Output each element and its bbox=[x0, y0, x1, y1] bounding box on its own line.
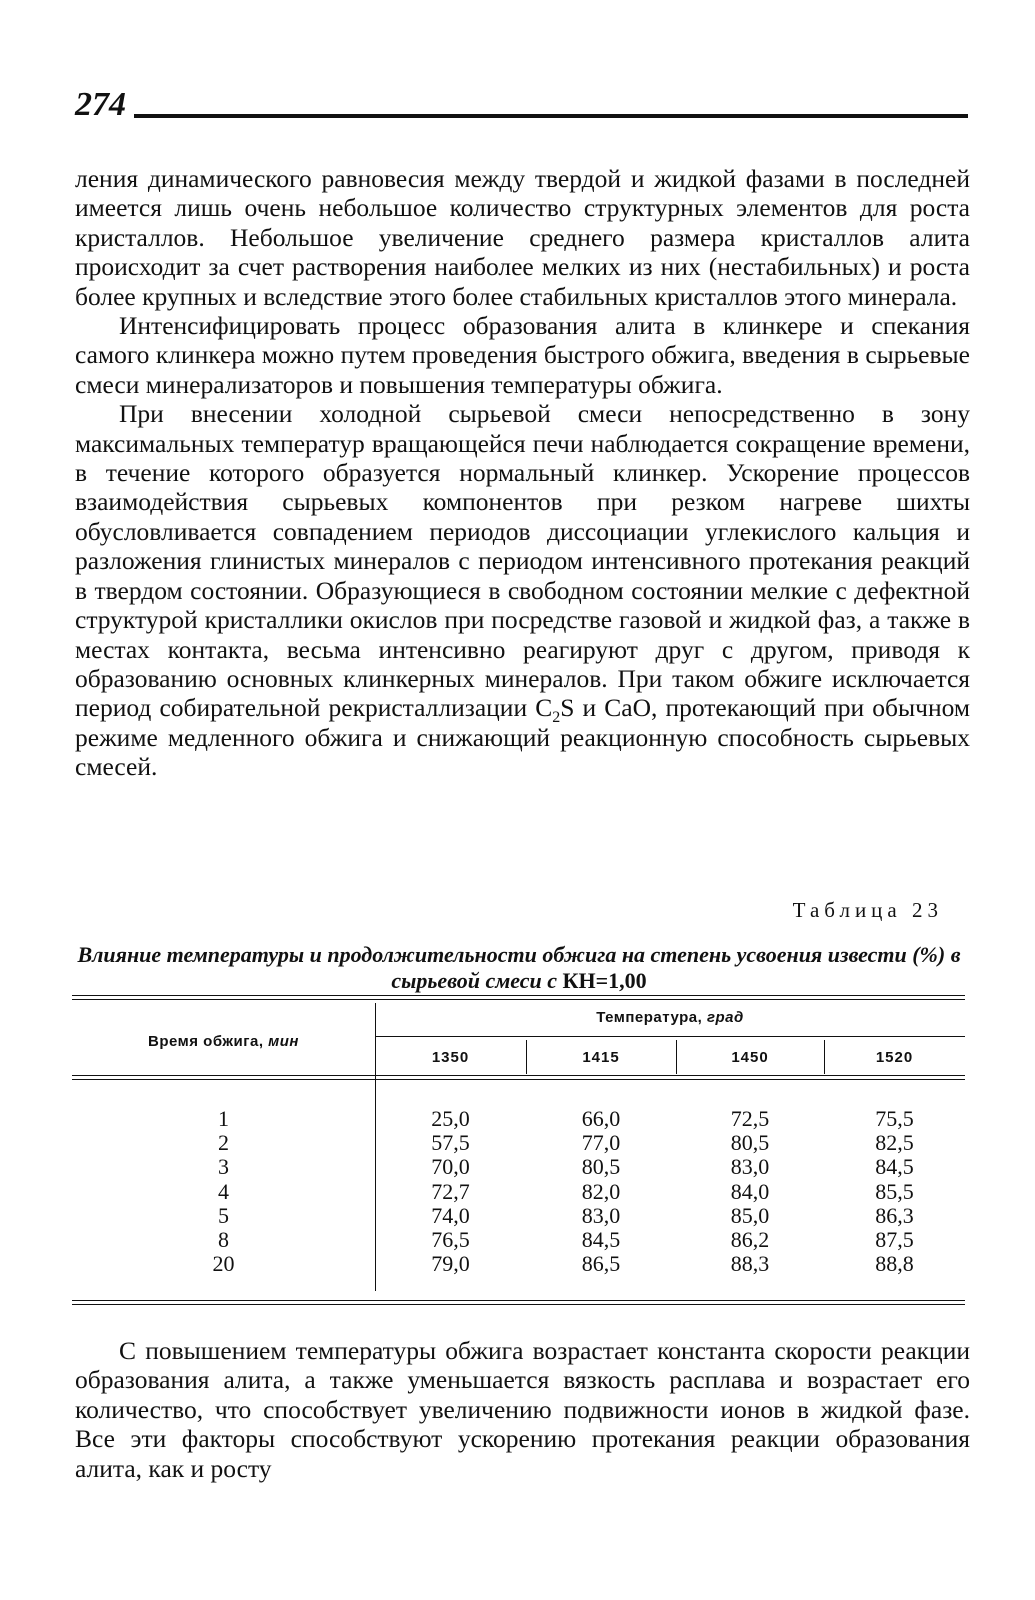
page-header bbox=[75, 72, 968, 122]
table-cell: 77,0 bbox=[581, 1130, 621, 1156]
table-cell: 76,5 bbox=[431, 1226, 470, 1252]
table-label: Таблица 23 bbox=[792, 898, 943, 922]
table-cell: 85,5 bbox=[875, 1178, 914, 1204]
table-cell: 83,0 bbox=[730, 1154, 770, 1180]
paragraph-3 bbox=[75, 399, 970, 781]
column-1415 bbox=[526, 1107, 676, 1276]
table-cell: 84,0 bbox=[730, 1178, 770, 1204]
column-1520 bbox=[824, 1107, 965, 1276]
subscript-2: 2 bbox=[552, 709, 561, 727]
table-cell: 84,5 bbox=[581, 1226, 621, 1252]
table-cell: 57,5 bbox=[431, 1130, 470, 1156]
table-cell: 4 bbox=[218, 1178, 229, 1204]
temp-header-1520: 1520 bbox=[875, 1049, 914, 1066]
stub-header: Время обжига, мин bbox=[148, 1033, 299, 1050]
table-cell: 3 bbox=[218, 1154, 229, 1180]
table-cell: 8 bbox=[218, 1226, 229, 1252]
table-title bbox=[70, 942, 968, 994]
header-split-rule bbox=[375, 1036, 965, 1037]
table-cell: 1 bbox=[218, 1106, 229, 1131]
table-cell: 66,0 bbox=[581, 1106, 621, 1131]
header-rule bbox=[134, 114, 968, 118]
table-cell: 75,5 bbox=[875, 1106, 914, 1131]
table-cell: 85,0 bbox=[730, 1202, 770, 1228]
table-cell: 25,0 bbox=[431, 1106, 470, 1131]
column-1450 bbox=[676, 1107, 824, 1276]
header-bottom-rule bbox=[72, 1075, 965, 1080]
body-text-bottom bbox=[75, 1336, 970, 1483]
table-cell: 79,0 bbox=[431, 1251, 470, 1277]
table-cell: 87,5 bbox=[875, 1226, 914, 1252]
temperature-header: Температура, град bbox=[596, 1009, 744, 1026]
body-text-top bbox=[75, 164, 970, 782]
table-cell: 86,5 bbox=[581, 1251, 621, 1277]
table-cell: 84,5 bbox=[875, 1154, 914, 1180]
table-bottom-rule bbox=[72, 1300, 965, 1305]
table-cell: 83,0 bbox=[581, 1202, 621, 1228]
paragraph-1: ления динамического равновесия между твердой и жидкой фазами в последней имеется лишь очень небольшое количество структурных элементов для роста кристаллов. Небольшое увеличение среднего размера кристаллов алита происходит за счет растворения наиболее мелких из них (нестабильных) и роста более крупных и вследствие этого более стабильных кристаллов этого минерала. bbox=[75, 164, 970, 311]
temp-header-1450: 1450 bbox=[731, 1049, 769, 1066]
paragraph-2: Интенсифицировать процесс образования алита в клинкере и спекания самого клинкера можно путем проведения быстрого обжига, введения в сырьевые смеси минерализаторов и повышения температуры обжига. bbox=[75, 311, 970, 399]
table-cell: 82,0 bbox=[581, 1178, 621, 1204]
table-cell: 2 bbox=[218, 1130, 229, 1156]
temp-header-1350: 1350 bbox=[431, 1049, 470, 1066]
table-cell: 86,2 bbox=[730, 1226, 770, 1252]
table-cell: 5 bbox=[218, 1202, 229, 1228]
paragraph-3-part-b: S и CaO, протекающий при обычном режиме медленного обжига и снижающий реакционную способность сырьевых смесей. bbox=[75, 693, 970, 782]
table-cell: 72,7 bbox=[431, 1178, 470, 1204]
page-number: 274 bbox=[75, 86, 126, 123]
table-top-rule bbox=[72, 995, 965, 1000]
column-1350 bbox=[375, 1107, 526, 1276]
table-cell: 20 bbox=[212, 1251, 235, 1277]
table-cell: 80,5 bbox=[581, 1154, 621, 1180]
table-title-kh: КН=1,00 bbox=[562, 968, 647, 993]
table-cell: 88,3 bbox=[730, 1251, 770, 1277]
table-cell: 70,0 bbox=[431, 1154, 470, 1180]
table-cell: 80,5 bbox=[730, 1130, 770, 1156]
data-table bbox=[72, 995, 965, 1307]
paragraph-3-part-a: При внесении холодной сырьевой смеси непосредственно в зону максимальных температур вращающейся печи наблюдается сокращение времени, в течение которого образуется нормальный клинкер. Ускорение процессов взаимодействия сырьевых компонентов при резком нагреве шихты обусловливается совпадением периодов диссоциации углекислого кальция и разложения глинистых минералов с периодом интенсивного протекания реакций в твердом состоянии. Образующиеся в свободном состоянии мелкие с дефектной структурой кристаллики окислов при посредстве газовой и жидкой фаз, а также в местах контакта, весьма интенсивно реагируют друг с другом, приводя к образованию основных клинкерных минералов. При таком обжиге исключается период собирательной рекристаллизации C bbox=[75, 399, 970, 723]
time-column bbox=[72, 1107, 375, 1276]
temp-header-1415: 1415 bbox=[582, 1049, 620, 1066]
table-cell: 86,3 bbox=[875, 1202, 914, 1228]
table-cell: 74,0 bbox=[431, 1202, 470, 1228]
table-cell: 72,5 bbox=[730, 1106, 770, 1131]
paragraph-4: С повышением температуры обжига возрастает константа скорости реакции образования алита, а также уменьшается вязкость расплава и возрастает его количество, что способствует увеличению подвижности ионов в жидкой фазе. Все эти факторы способствуют ускорению протекания реакции образования алита, как и росту bbox=[75, 1336, 970, 1483]
table-cell: 88,8 bbox=[875, 1251, 914, 1277]
table-title-main: Влияние температуры и продолжительности обжига на степень усвоения извести (%) в сырьевой смеси с bbox=[77, 942, 961, 993]
table-cell: 82,5 bbox=[875, 1130, 914, 1156]
